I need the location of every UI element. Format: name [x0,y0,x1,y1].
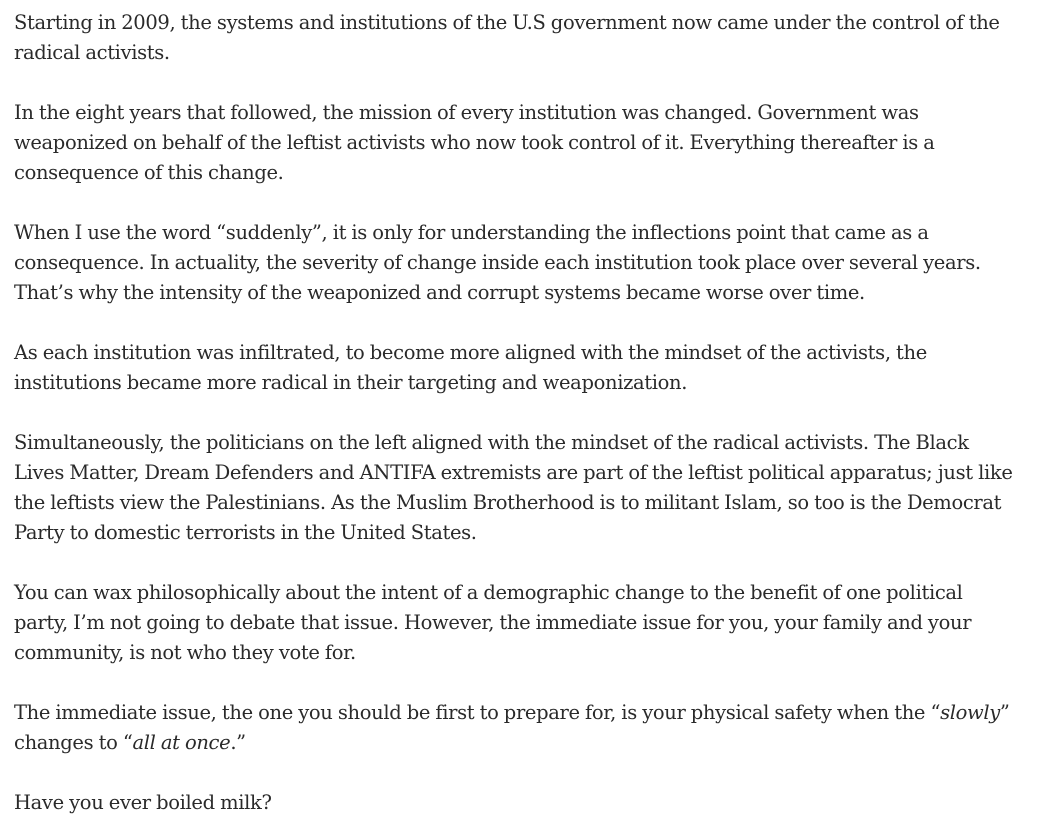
paragraph-1 [14,8,1046,68]
paragraph-line: institutions became more radical in their targeting and weaponization. [14,371,688,394]
paragraph-line: In the eight years that followed, the mission of every institution was changed. Government was [14,101,919,124]
article-body [14,8,1046,818]
paragraph-line: That’s why the intensity of the weaponized and corrupt systems became worse over time. [14,281,865,304]
paragraph-4 [14,338,1046,398]
paragraph-line: community, is not who they vote for. [14,641,356,664]
line-text-end: .” [230,731,246,754]
paragraph-line: As each institution was infiltrated, to become more aligned with the mindset of the activists, the [14,341,927,364]
paragraph-line: consequence. In actuality, the severity of change inside each institution took place over several years. [14,251,981,274]
emphasis-slowly: slowly [940,701,1000,724]
paragraph-line [14,698,1046,728]
paragraph-5 [14,428,1046,548]
paragraph-line: Party to domestic terrorists in the United States. [14,521,477,544]
paragraph-line: Starting in 2009, the systems and institutions of the U.S government now came under the control of the [14,11,1000,34]
paragraph-line: When I use the word “suddenly”, it is only for understanding the inflections point that came as a [14,221,929,244]
line-text-end: ” [999,701,1010,724]
paragraph-line: You can wax philosophically about the intent of a demographic change to the benefit of one political [14,581,963,604]
paragraph-line: party, I’m not going to debate that issue. However, the immediate issue for you, your family and your [14,611,972,634]
paragraph-line: consequence of this change. [14,161,284,184]
paragraph-line: radical activists. [14,41,170,64]
paragraph-line: Have you ever boiled milk? [14,791,272,814]
paragraph-line: weaponized on behalf of the leftist activists who now took control of it. Everything thereafter is a [14,131,935,154]
emphasis-all-at-once: all at once [132,731,231,754]
paragraph-8 [14,788,1046,818]
paragraph-6 [14,578,1046,668]
paragraph-7 [14,698,1046,758]
paragraph-line: the leftists view the Palestinians. As the Muslim Brotherhood is to militant Islam, so too is the Democrat [14,491,1002,514]
paragraph-2 [14,98,1046,188]
paragraph-3 [14,218,1046,308]
line-text: changes to “ [14,731,133,754]
paragraph-line: Lives Matter, Dream Defenders and ANTIFA extremists are part of the leftist political apparatus; just like [14,461,1013,484]
paragraph-line [14,728,1046,758]
paragraph-line: Simultaneously, the politicians on the left aligned with the mindset of the radical activists. The Black [14,431,969,454]
line-text: The immediate issue, the one you should be first to prepare for, is your physical safety when the “ [14,701,941,724]
